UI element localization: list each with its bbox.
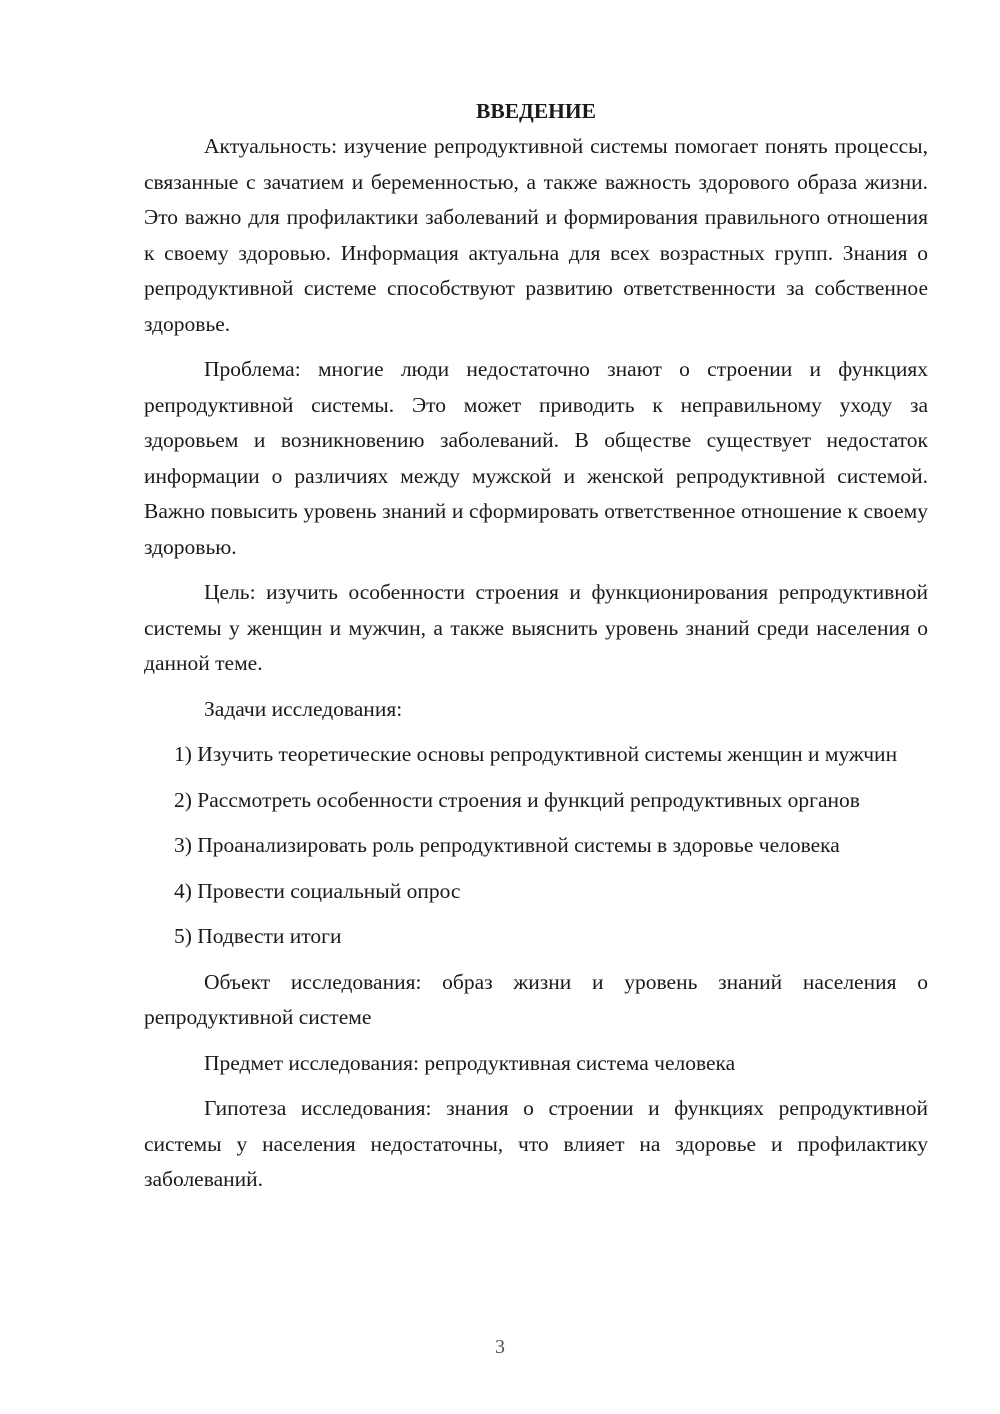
task-item-3: 3) Проанализировать роль репродуктивной системы в здоровье человека xyxy=(174,833,840,857)
task-item-1: 1) Изучить теоретические основы репродуктивной системы женщин и мужчин xyxy=(174,742,898,766)
task-item-2: 2) Рассмотреть особенности строения и функций репродуктивных органов xyxy=(174,787,860,812)
task-item-5: 5) Подвести итоги xyxy=(174,924,342,948)
subject-paragraph: Предмет исследования: репродуктивная система человека xyxy=(204,1050,736,1075)
problem-paragraph: Проблема: многие люди недостаточно знают о строении и функциях репродуктивной системы. Это может приводить к неправильному уходу за здоровьем и возникновению заболеваний. В обществе существует недостаток информации о различиях между мужской и женской репродуктивной системой. Важно повысить уровень знаний и сформировать ответственное отношение к своему здоровью. xyxy=(144,357,928,559)
hypothesis-paragraph: Гипотеза исследования: знания о строении и функциях репродуктивной системы у населения недостаточны, что влияет на здоровье и профилактику заболеваний. xyxy=(144,1096,928,1191)
page-number: 3 xyxy=(495,1336,505,1358)
task-item-4: 4) Провести социальный опрос xyxy=(174,878,461,903)
page-body xyxy=(144,94,928,1208)
object-paragraph: Объект исследования: образ жизни и уровень знаний населения о репродуктивной системе xyxy=(144,969,928,1029)
page-title: ВВЕДЕНИЕ xyxy=(476,99,596,123)
tasks-heading: Задачи исследования: xyxy=(204,696,403,721)
goal-paragraph: Цель: изучить особенности строения и функционирования репродуктивной системы у женщин и мужчин, а также выяснить уровень знаний среди населения о данной теме. xyxy=(144,580,928,675)
relevance-paragraph: Актуальность: изучение репродуктивной системы помогает понять процессы, связанные с зачатием и беременностью, а также важность здорового образа жизни. Это важно для профилактики заболеваний и формирования правильного отношения к своему здоровью. Информация актуальна для всех возрастных групп. Знания о репродуктивной системе способствуют развитию ответственности за собственное здоровье. xyxy=(144,134,928,336)
